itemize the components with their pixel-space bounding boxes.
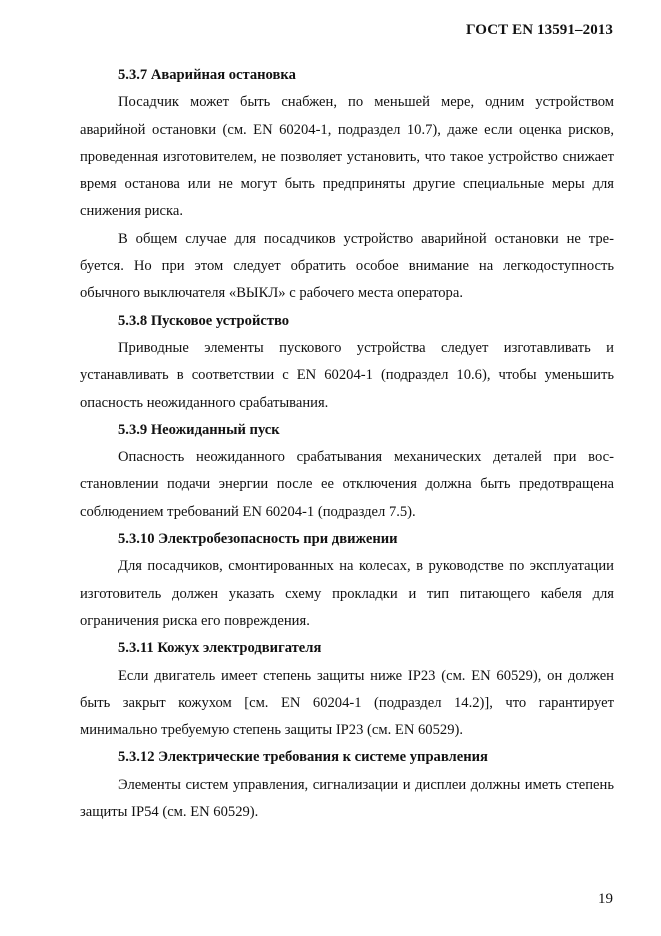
document-code-header: ГОСТ EN 13591–2013 [466, 22, 613, 38]
paragraph: Опасность неожиданного срабатывания механических деталей при восстановлении подачи энергии после ее отключения должна быть предотвращена соблюдением требований EN 60204-1 (подраздел 7.5). [80, 449, 614, 520]
page-number: 19 [598, 891, 613, 907]
section-heading-5-3-12: 5.3.12 Электрические требования к системе управления [118, 749, 488, 766]
section-heading-5-3-10: 5.3.10 Электробезопасность при движении [118, 531, 398, 548]
paragraph: Приводные элементы пускового устройства следует изготавливать и устанавливать в соответствии с EN 60204-1 (подраздел 10.6), чтобы уменьшить опасность неожиданного срабатывания. [80, 339, 614, 411]
section-heading-5-3-11: 5.3.11 Кожух электродвигателя [118, 640, 322, 657]
document-body [80, 62, 614, 826]
paragraph: Для посадчиков, смонтированных на колесах, в руководстве по эксплуатации изготовитель должен указать схему прокладки и тип питающего кабеля для ограничения риска его повреждения. [80, 558, 614, 629]
paragraph: Элементы систем управления, сигнализации и дисплеи должны иметь степень защиты IP54 (см. EN 60529). [80, 776, 614, 821]
paragraph: Посадчик может быть снабжен, по меньшей мере, одним устройством аварийной остановки (см. EN 60204-1, подраздел 10.7), даже если оценка рисков, проведенная изготовителем, не позволяет установить, что такое устройство снижает время останова или не могут быть предприняты другие специальные меры для снижения риска. [80, 94, 614, 220]
section-heading-5-3-9: 5.3.9 Неожиданный пуск [118, 421, 280, 438]
section-heading-5-3-8: 5.3.8 Пусковое устройство [118, 312, 290, 329]
paragraph: В общем случае для посадчиков устройство аварийной остановки не требуется. Но при этом следует обратить особое внимание на легкодоступность обычного выключателя «ВЫКЛ» с рабочего места оператора. [80, 230, 614, 302]
section-heading-5-3-7: 5.3.7 Аварийная остановка [118, 67, 296, 83]
paragraph: Если двигатель имеет степень защиты ниже IP23 (см. EN 60529), он должен быть закрыт кожухом [см. EN 60204-1 (подраздел 14.2)], что гарантирует минимально требуемую степень защиты IP23 (см. EN 60529). [80, 667, 614, 739]
